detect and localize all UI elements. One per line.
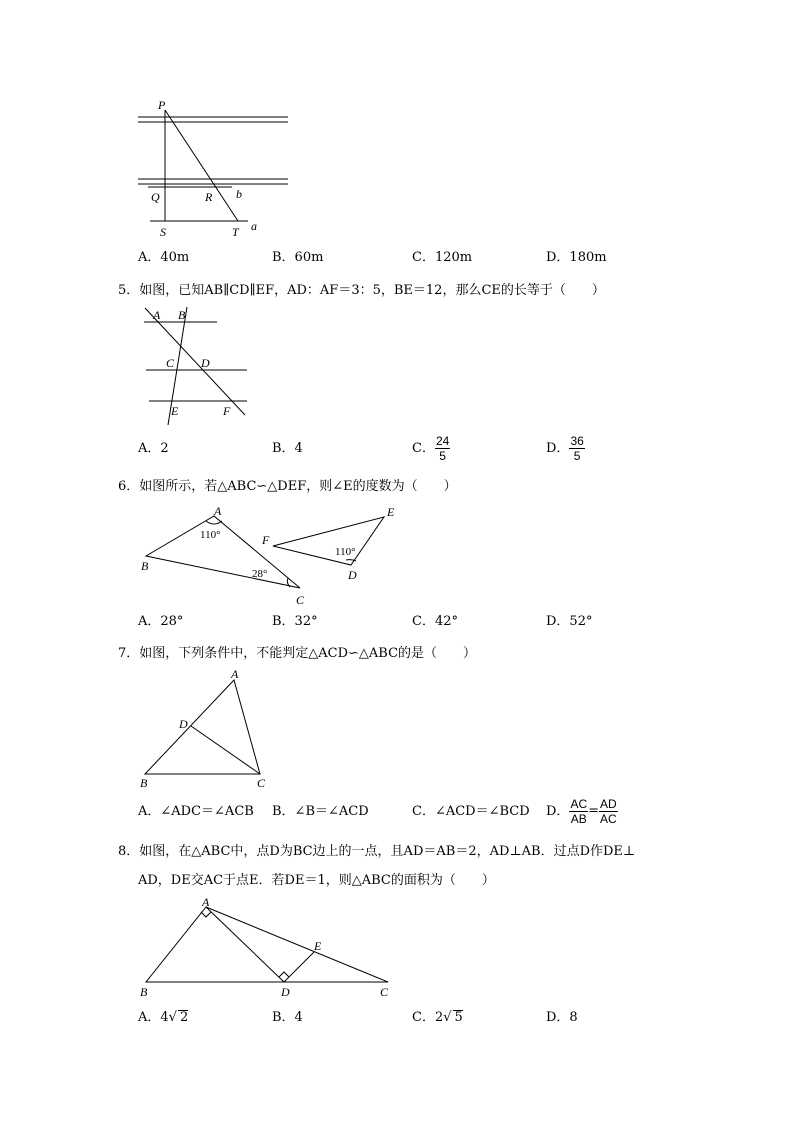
sqrt-icon: √ (168, 1010, 177, 1025)
sqrt-icon: √ (443, 1010, 452, 1025)
label-R: R (205, 190, 213, 204)
q7-option-a: A．∠ADC＝∠ACB (138, 804, 254, 819)
q8-option-b: B．4 (272, 1010, 303, 1025)
q5-option-a: A．2 (138, 441, 169, 456)
label-C: C (296, 593, 305, 607)
label-C: C (166, 356, 175, 370)
q6-option-d: D．52° (546, 614, 593, 629)
q5-option-d (546, 434, 585, 463)
q5-option-d-label: D． (546, 441, 570, 456)
q5-option-c-den: 5 (439, 449, 446, 463)
label-B: B (178, 308, 186, 322)
q7-option-c: C．∠ACD＝∠BCD (412, 804, 530, 819)
q8-option-a-radicand: 2 (179, 1010, 189, 1025)
q8-option-c-label: C．2 (412, 1010, 444, 1025)
q4-option-a: A．40m (138, 250, 190, 265)
label-Q: Q (151, 190, 160, 204)
label-F: F (262, 533, 270, 547)
q4-option-d: D．180m (546, 250, 607, 265)
angle-A: 110° (200, 529, 221, 541)
q6-text: 6．如图所示，若△ABC∽△DEF，则∠E的度数为（ ） (118, 479, 457, 494)
label-C: C (380, 985, 389, 999)
q5-option-d-den: 5 (573, 449, 581, 463)
q8-option-d: D．8 (546, 1010, 578, 1025)
label-E: E (314, 939, 322, 953)
q8-option-a-label: A．4 (138, 1010, 169, 1025)
q8-option-c-radicand: 5 (454, 1010, 463, 1025)
q7-option-d-fraction-2 (599, 797, 618, 826)
q7-option-b: B．∠B＝∠ACD (272, 804, 369, 819)
label-B: B (141, 559, 149, 573)
q5-option-c-num: 24 (435, 434, 450, 448)
figure-q8 (138, 895, 408, 1005)
q7-option-d-fraction-1 (569, 797, 588, 826)
label-E: E (387, 505, 395, 519)
label-B: B (140, 985, 148, 999)
label-F: F (223, 404, 231, 418)
label-b: b (236, 187, 242, 201)
q6-option-a: A．28° (138, 614, 184, 629)
q5-text: 5．如图，已知AB∥CD∥EF，AD：AF＝3：5，BE＝12，那么CE的长等于（ ） (118, 283, 605, 298)
q7-option-d (546, 797, 618, 826)
q7-option-d-den-2: AC (600, 812, 617, 826)
label-D: D (281, 985, 290, 999)
label-A: A (214, 504, 222, 518)
label-P: P (158, 98, 166, 112)
label-T: T (232, 225, 239, 239)
q5-option-c-label: C． (412, 441, 435, 456)
q5-option-c (412, 434, 450, 463)
label-D: D (179, 717, 188, 731)
figure-q4 (130, 95, 330, 239)
q6-option-b: B．32° (272, 614, 318, 629)
q7-option-d-equals: = (588, 803, 600, 819)
label-A: A (231, 667, 239, 681)
angle-D: 110° (335, 546, 356, 558)
q5-option-c-fraction (435, 434, 450, 463)
q5-option-b: B．4 (272, 441, 303, 456)
q7-option-d-num-1: AC (570, 797, 588, 811)
q7-text: 7．如图，下列条件中，不能判定△ACD∽△ABC的是（ ） (118, 646, 477, 661)
figure-q5 (135, 305, 265, 425)
label-A: A (202, 895, 210, 909)
q4-option-c: C．120m (412, 250, 473, 265)
q8-text-line1: 8．如图，在△ABC中，点D为BC边上的一点，且AD＝AB＝2，AD⊥AB．过点D作DE⊥ (118, 844, 636, 859)
q8-option-c (412, 1010, 463, 1026)
q5-option-d-num: 36 (570, 434, 584, 448)
q8-text-line2: AD，DE交AC于点E．若DE＝1，则△ABC的面积为（ ） (138, 873, 495, 888)
q8-option-a (138, 1010, 188, 1026)
angle-C: 28° (252, 568, 268, 580)
figure-q6 (140, 503, 410, 607)
q7-option-d-label: D． (546, 804, 570, 819)
q4-option-b: B．60m (272, 250, 324, 265)
q7-option-d-num-2: AD (600, 797, 617, 811)
label-S: S (160, 225, 166, 239)
label-C: C (257, 776, 266, 790)
label-D: D (201, 356, 210, 370)
label-D: D (348, 568, 357, 582)
q5-option-d-fraction (569, 434, 584, 463)
label-B: B (140, 776, 148, 790)
figure-q7 (138, 668, 278, 793)
q6-option-c: C．42° (412, 614, 458, 629)
label-a: a (251, 219, 257, 233)
label-A: A (153, 308, 161, 322)
label-E: E (171, 404, 179, 418)
q7-option-d-den-1: AB (570, 812, 587, 826)
